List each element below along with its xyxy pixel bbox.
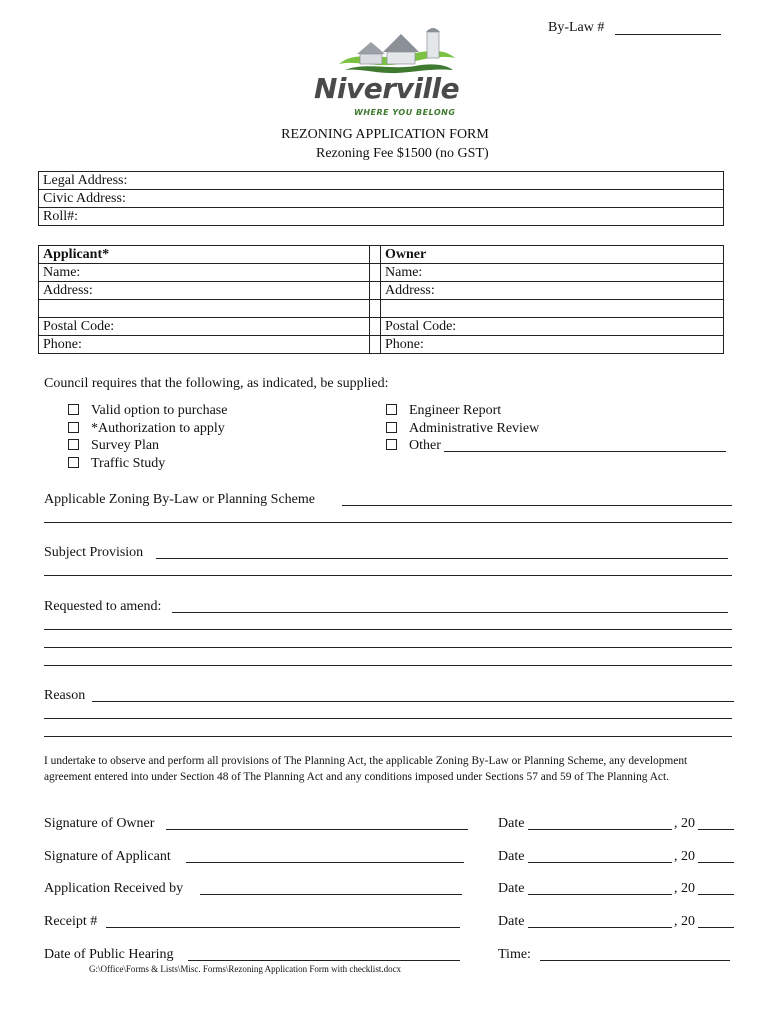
receipt-input-line[interactable] (106, 927, 460, 928)
amend-input-line[interactable] (172, 612, 728, 613)
year-input-line[interactable] (698, 862, 734, 863)
received-by-line[interactable] (200, 894, 462, 895)
requirements-intro: Council requires that the following, as indicated, be supplied: (44, 376, 389, 391)
reason-input-line[interactable] (92, 701, 734, 702)
legal-address-field[interactable]: Legal Address: (39, 172, 724, 190)
applicant-heading: Applicant* (39, 246, 370, 264)
amend-input-line[interactable] (44, 647, 732, 648)
date-label: Date (498, 849, 525, 864)
checkbox-item[interactable]: *Authorization to apply (68, 420, 225, 437)
date-input-line[interactable] (528, 829, 672, 830)
checkbox-item[interactable]: Administrative Review (386, 420, 539, 437)
form-title: REZONING APPLICATION FORM (281, 127, 489, 142)
reason-label: Reason (44, 688, 86, 703)
date-input-line[interactable] (528, 862, 672, 863)
receipt-label: Receipt # (44, 914, 98, 929)
date-input-line[interactable] (528, 894, 672, 895)
applicant-phone-field[interactable]: Phone: (39, 336, 370, 354)
applicant-address-field[interactable]: Address: (39, 282, 370, 300)
year-input-line[interactable] (698, 927, 734, 928)
checkbox-item[interactable]: Engineer Report (386, 402, 501, 419)
checkbox-icon[interactable] (386, 439, 397, 450)
date-label: Date (498, 914, 525, 929)
amend-input-line[interactable] (44, 665, 732, 666)
applicant-postal-field[interactable]: Postal Code: (39, 318, 370, 336)
time-label: Time: (498, 947, 531, 962)
signature-applicant-line[interactable] (186, 862, 464, 863)
property-table (38, 171, 724, 226)
owner-address-line2[interactable] (381, 300, 724, 318)
applicant-name-field[interactable]: Name: (39, 264, 370, 282)
contacts-table (38, 245, 724, 354)
logo-wordmark: Niverville (314, 72, 460, 105)
year-label: , 20 (674, 816, 695, 831)
signature-owner-line[interactable] (166, 829, 468, 830)
other-input-line[interactable] (444, 451, 726, 452)
received-by-label: Application Received by (44, 881, 184, 896)
owner-heading: Owner (381, 246, 724, 264)
bylaw-input-line[interactable] (615, 34, 721, 35)
undertaking-text: I undertake to observe and perform all provisions of The Planning Act, the applicable Zoning By-Law or Planning Scheme, any development agreement entered into under Section 48 of The Planning Act and any conditions imposed under Sections 57 and 59 of The Planning Act. (44, 755, 688, 783)
reason-input-line[interactable] (44, 718, 732, 719)
year-label: , 20 (674, 849, 695, 864)
fee-note: Rezoning Fee $1500 (no GST) (316, 146, 489, 161)
signature-applicant-label: Signature of Applicant (44, 849, 171, 864)
public-hearing-line[interactable] (188, 960, 460, 961)
amend-label: Requested to amend: (44, 599, 162, 614)
date-input-line[interactable] (528, 927, 672, 928)
owner-phone-field[interactable]: Phone: (381, 336, 724, 354)
bylaw-label: By-Law # (548, 20, 605, 35)
zoning-label: Applicable Zoning By-Law or Planning Scheme (44, 492, 315, 507)
owner-name-field[interactable]: Name: (381, 264, 724, 282)
date-label: Date (498, 881, 525, 896)
year-label: , 20 (674, 881, 695, 896)
owner-address-field[interactable]: Address: (381, 282, 724, 300)
checkbox-item[interactable]: Traffic Study (68, 455, 165, 472)
checkbox-icon[interactable] (68, 422, 79, 433)
checkbox-icon[interactable] (68, 457, 79, 468)
owner-postal-field[interactable]: Postal Code: (381, 318, 724, 336)
file-path-footer: G:\Office\Forms & Lists\Misc. Forms\Rezoning Application Form with checklist.docx (89, 964, 402, 974)
checkbox-icon[interactable] (386, 404, 397, 415)
public-hearing-label: Date of Public Hearing (44, 947, 174, 962)
time-input-line[interactable] (540, 960, 730, 961)
checkbox-item[interactable]: Survey Plan (68, 437, 159, 454)
checkbox-icon[interactable] (68, 404, 79, 415)
signature-owner-label: Signature of Owner (44, 816, 155, 831)
checkbox-icon[interactable] (68, 439, 79, 450)
date-label: Date (498, 816, 525, 831)
logo-tagline: WHERE YOU BELONG (354, 108, 456, 117)
checkbox-icon[interactable] (386, 422, 397, 433)
roll-field[interactable]: Roll#: (39, 208, 724, 226)
year-input-line[interactable] (698, 829, 734, 830)
zoning-input-line[interactable] (44, 522, 732, 523)
applicant-address-line2[interactable] (39, 300, 370, 318)
checkbox-item[interactable]: Valid option to purchase (68, 402, 227, 419)
year-input-line[interactable] (698, 894, 734, 895)
civic-address-field[interactable]: Civic Address: (39, 190, 724, 208)
zoning-input-line[interactable] (342, 505, 732, 506)
amend-input-line[interactable] (44, 629, 732, 630)
subject-input-line[interactable] (44, 575, 732, 576)
year-label: , 20 (674, 914, 695, 929)
reason-input-line[interactable] (44, 736, 732, 737)
subject-input-line[interactable] (156, 558, 728, 559)
subject-label: Subject Provision (44, 545, 144, 560)
checkbox-item[interactable]: Other (386, 437, 441, 454)
